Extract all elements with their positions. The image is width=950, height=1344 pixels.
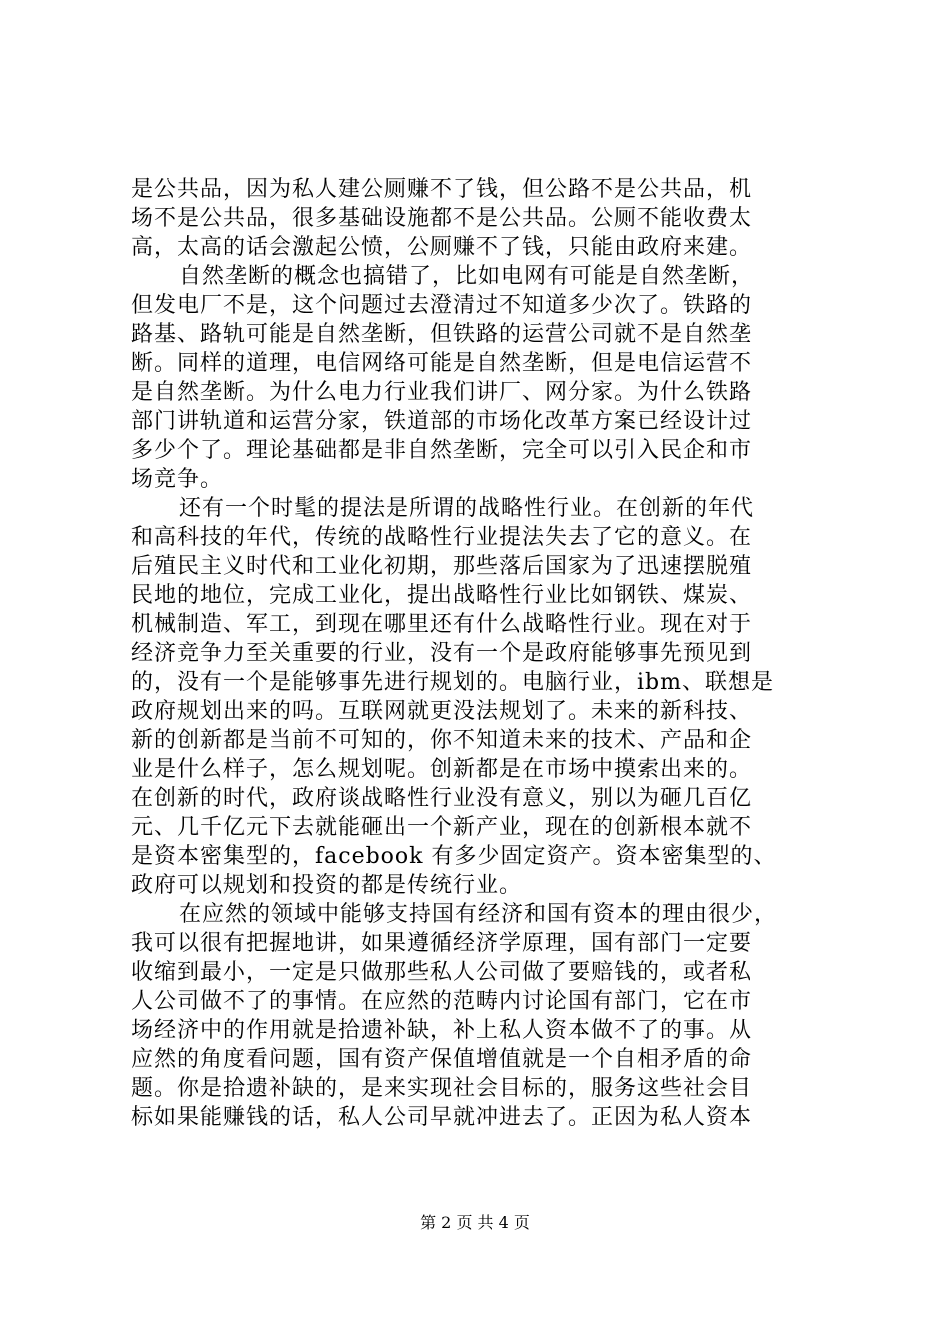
text-line: 标如果能赚钱的话，私人公司早就冲进去了。正因为私人资本	[131, 1105, 753, 1130]
text-line: 还有一个时髦的提法是所谓的战略性行业。在创新的年代	[179, 496, 755, 521]
text-line: 场不是公共品，很多基础设施都不是公共品。公厕不能收费太	[131, 206, 753, 231]
text-line: 是公共品，因为私人建公厕赚不了钱，但公路不是公共品，机	[131, 177, 753, 202]
document-body	[131, 175, 831, 1132]
text-line: 经济竞争力至关重要的行业，没有一个是政府能够事先预见到	[131, 641, 753, 666]
paragraph	[131, 262, 831, 494]
text-line: 场经济中的作用就是拾遗补缺，补上私人资本做不了的事。从	[131, 1018, 753, 1043]
text-line: 和高科技的年代，传统的战略性行业提法失去了它的意义。在	[131, 525, 753, 550]
page-footer	[0, 1212, 950, 1234]
text-line: 人公司做不了的事情。在应然的范畴内讨论国有部门，它在市	[131, 989, 753, 1014]
text-line: 路基、路轨可能是自然垄断，但铁路的运营公司就不是自然垄	[131, 322, 753, 347]
text-line: 高，太高的话会激起公愤，公厕赚不了钱，只能由政府来建。	[131, 235, 753, 260]
text-line: 多少个了。理论基础都是非自然垄断，完全可以引入民企和市	[131, 438, 753, 463]
paragraph	[131, 900, 831, 1132]
text-line: 机械制造、军工，到现在哪里还有什么战略性行业。现在对于	[131, 612, 753, 637]
text-line: 民地的地位，完成工业化，提出战略性行业比如钢铁、煤炭、	[131, 583, 753, 608]
text-line: 政府规划出来的吗。互联网就更没法规划了。未来的新科技、	[131, 699, 753, 724]
text-line: 的，没有一个是能够事先进行规划的。电脑行业，ibm、联想是	[131, 670, 774, 695]
text-line: 元、几千亿元下去就能砸出一个新产业，现在的创新根本就不	[131, 815, 753, 840]
text-line: 但发电厂不是，这个问题过去澄清过不知道多少次了。铁路的	[131, 293, 753, 318]
paragraph	[131, 494, 831, 900]
text-line: 断。同样的道理，电信网络可能是自然垄断，但是电信运营不	[131, 351, 753, 376]
text-line: 部门讲轨道和运营分家，铁道部的市场化改革方案已经设计过	[131, 409, 753, 434]
text-line: 是自然垄断。为什么电力行业我们讲厂、网分家。为什么铁路	[131, 380, 753, 405]
text-line: 自然垄断的概念也搞错了，比如电网有可能是自然垄断，	[179, 264, 755, 289]
text-line: 新的创新都是当前不可知的，你不知道未来的技术、产品和企	[131, 728, 753, 753]
text-line: 应然的角度看问题，国有资产保值增值就是一个自相矛盾的命	[131, 1047, 753, 1072]
text-line: 在应然的领域中能够支持国有经济和国有资本的理由很少，	[179, 902, 778, 927]
text-line: 是资本密集型的，facebook 有多少固定资产。资本密集型的、	[131, 844, 777, 869]
page-number-label: 第 2 页 共 4 页	[420, 1213, 530, 1232]
text-line: 业是什么样子，怎么规划呢。创新都是在市场中摸索出来的。	[131, 757, 753, 782]
text-line: 收缩到最小，一定是只做那些私人公司做了要赔钱的，或者私	[131, 960, 753, 985]
text-line: 场竞争。	[131, 467, 224, 492]
paragraph	[131, 175, 831, 262]
text-line: 我可以很有把握地讲，如果遵循经济学原理，国有部门一定要	[131, 931, 753, 956]
text-line: 题。你是拾遗补缺的，是来实现社会目标的，服务这些社会目	[131, 1076, 753, 1101]
text-line: 在创新的时代，政府谈战略性行业没有意义，别以为砸几百亿	[131, 786, 753, 811]
text-line: 后殖民主义时代和工业化初期，那些落后国家为了迅速摆脱殖	[131, 554, 753, 579]
text-line: 政府可以规划和投资的都是传统行业。	[131, 873, 523, 898]
